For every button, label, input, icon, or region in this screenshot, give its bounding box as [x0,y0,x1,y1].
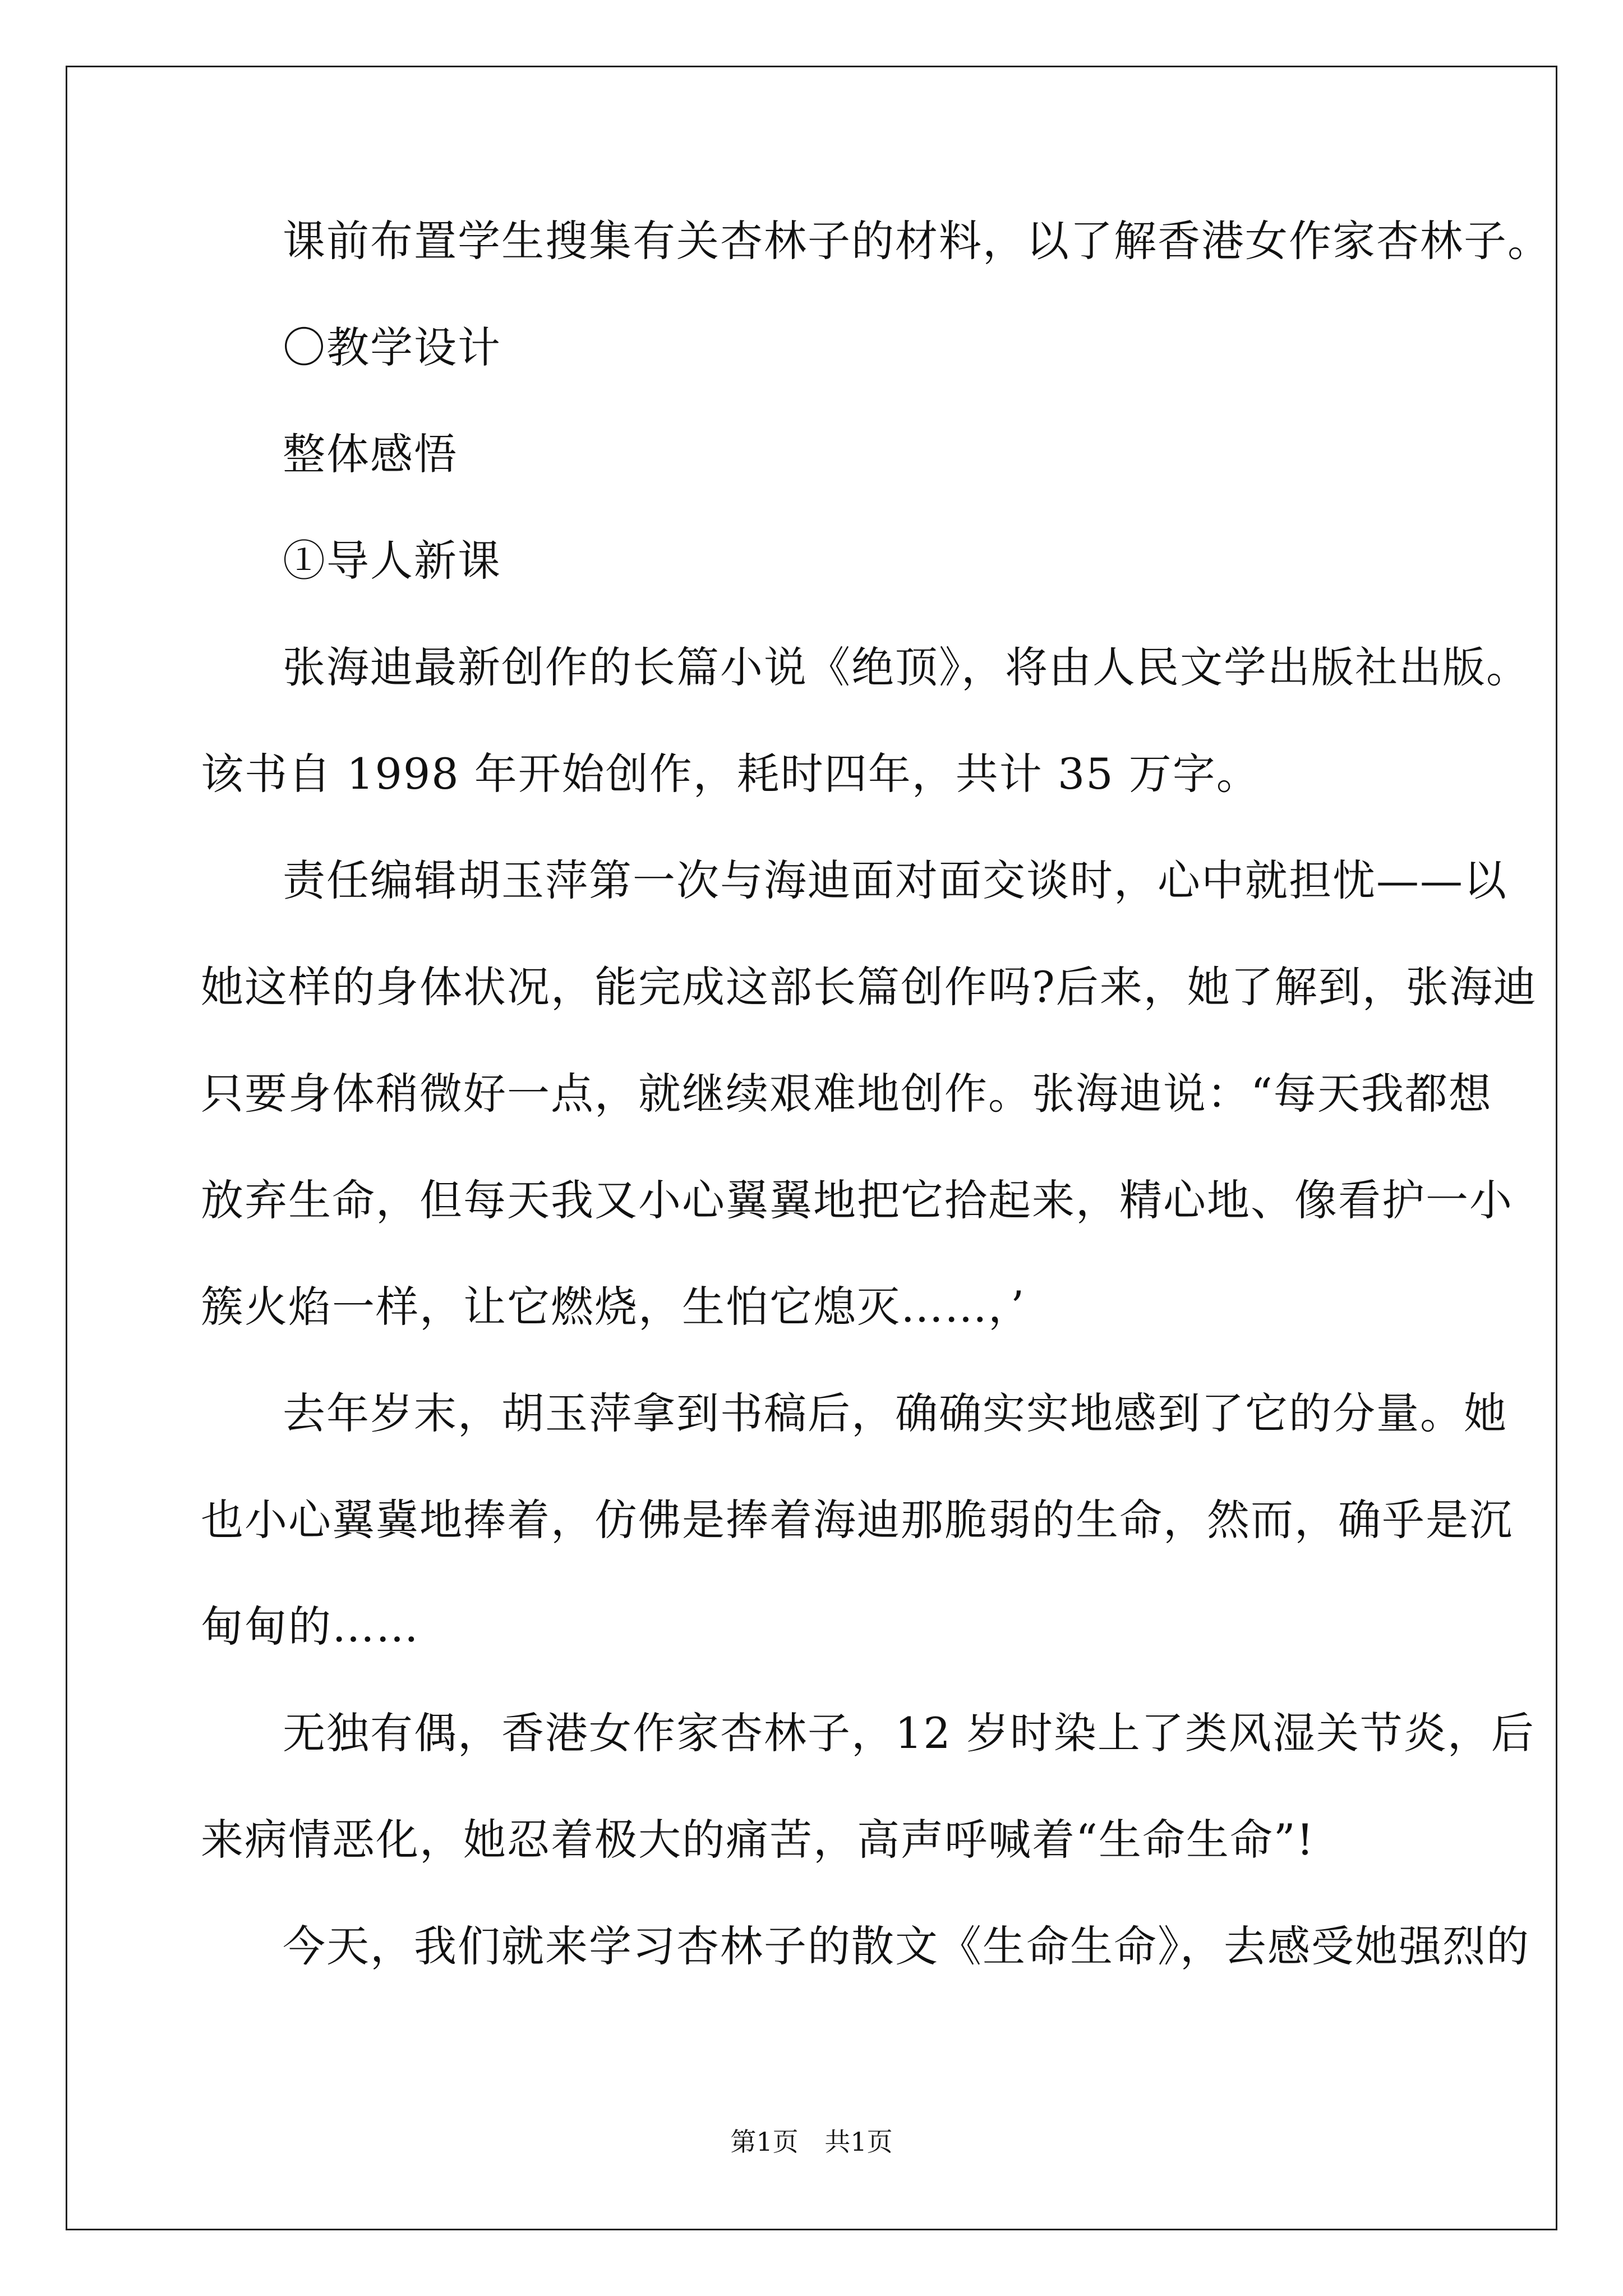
page-border [66,66,1557,2230]
section-heading: 〇教学设计 [283,323,501,372]
text-line: 去年岁末，胡玉萍拿到书稿后，确确实实地感到了它的分量。她 [283,1388,1507,1438]
text-line: 来病情恶化，她忍着极大的痛苦，高声呼喊着“生命生命”! [201,1815,1315,1865]
text-line: 她这样的身体状况，能完成这部长篇创作吗?后来，她了解到，张海迪 [201,962,1537,1012]
text-line: 课前布置学生搜集有关杏林子的材料，以了解香港女作家杏林子。 [283,216,1551,266]
page-footer [0,2125,1623,2159]
page-total: 共1页 [824,2127,893,2157]
text-line: 甸甸的…… [201,1602,419,1651]
text-line: 张海迪最新创作的长篇小说《绝顶》，将由人民文学出版社出版。 [283,642,1530,692]
section-heading: 整体感悟 [283,429,458,479]
text-line: 也小心翼冀地捧着，仿佛是捧着海迪那脆弱的生命，然而，确乎是沉 [201,1495,1513,1545]
page-number: 第1页 [730,2127,799,2157]
text-line: 该书自 1998 年开始创作，耗时四年，共计 35 万字。 [201,749,1260,799]
text-line: 簇火焰一样，让它燃烧，生怕它熄灭……，’ [201,1282,1026,1332]
section-heading: ①导人新课 [283,536,501,586]
text-line: 无独有偶，香港女作家杏林子，12 岁时染上了类风湿关节炎，后 [283,1708,1535,1758]
text-line: 只要身体稍微好一点，就继续艰难地创作。张海迪说：“每天我都想 [201,1069,1492,1119]
text-line: 放弃生命，但每天我又小心翼翼地把它拾起来，精心地、像看护一小 [201,1175,1513,1225]
text-line: 责任编辑胡玉萍第一次与海迪面对面交谈时，心中就担忧——以 [283,855,1507,905]
text-line: 今天，我们就来学习杏林子的散文《生命生命》，去感受她强烈的 [283,1921,1530,1971]
